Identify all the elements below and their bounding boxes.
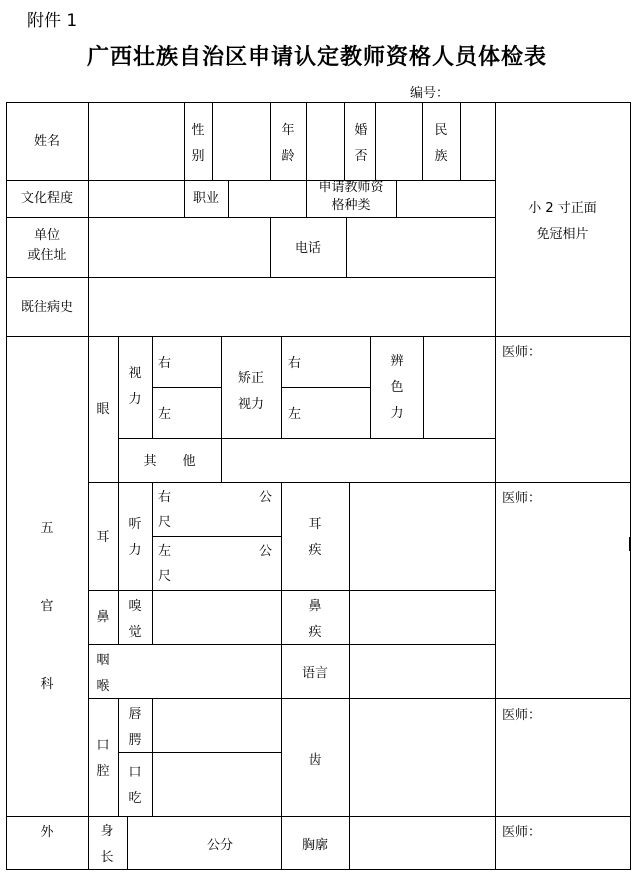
grid-line [6, 217, 495, 218]
grid-line [6, 102, 7, 870]
grid-line [306, 102, 307, 180]
qualification-type-label: 申请教师资 格种类 [318, 180, 384, 213]
grid-line [88, 590, 495, 591]
grid-line [152, 536, 281, 537]
grid-line [118, 698, 119, 816]
grid-line [6, 816, 630, 817]
grid-line [88, 644, 495, 645]
centimeter-unit-label: 公分 [206, 838, 233, 853]
vision-right-label: 右 [158, 356, 172, 371]
speech-label: 语言 [301, 666, 328, 681]
vision-label: 视 力 [128, 366, 142, 407]
grid-line [396, 180, 397, 217]
height-label: 身 长 [100, 824, 114, 865]
attachment-label: 附件 1 [27, 11, 78, 31]
medical-history-label: 既往病史 [20, 300, 73, 315]
oral-doctor-label: 医师： [502, 708, 542, 723]
ear-label: 耳 [96, 530, 110, 545]
marital-label: 婚 否 [354, 123, 368, 164]
grid-line [6, 180, 495, 181]
serial-number-label: 编号： [410, 86, 450, 101]
nose-disease-label: 鼻 疾 [308, 599, 322, 640]
age-label: 年 龄 [281, 123, 295, 164]
corrected-vision-label: 矫正 视力 [237, 371, 264, 412]
grid-line [281, 336, 282, 438]
hearing-label: 听 力 [128, 517, 142, 558]
page-title: 广西壮族自治区申请认定教师资格人员体检表 [86, 45, 547, 70]
ethnicity-label: 民 族 [434, 123, 448, 164]
grid-line [184, 102, 185, 180]
grid-line [422, 102, 423, 180]
eye-other-label: 其 他 [143, 454, 196, 469]
smell-label: 嗅 觉 [128, 599, 142, 640]
vision-left-label: 左 [158, 407, 172, 422]
surgery-doctor-label: 医师： [502, 825, 542, 840]
grid-line [270, 102, 271, 180]
five-senses-section-label: 五 官 科 [40, 521, 54, 692]
grid-line [88, 102, 89, 336]
grid-line [88, 698, 630, 699]
lip-palate-label: 唇 腭 [128, 707, 142, 748]
grid-line [281, 387, 370, 388]
gender-label: 性 别 [191, 123, 205, 164]
corrected-left-label: 左 [288, 407, 302, 422]
grid-line [152, 336, 153, 438]
unit-address-label: 单位 或住址 [27, 228, 67, 263]
grid-line [152, 482, 153, 644]
grid-line [118, 438, 495, 439]
name-label: 姓名 [33, 134, 60, 149]
grid-line [6, 102, 630, 103]
surgery-section-label: 外 [40, 825, 54, 840]
edge-marker [629, 537, 631, 551]
ear-doctor-label: 医师： [502, 491, 542, 506]
oral-cavity-label: 口 腔 [96, 738, 110, 779]
grid-line [127, 816, 128, 869]
grid-line [375, 102, 376, 180]
eye-doctor-label: 医师： [502, 345, 542, 360]
grid-line [88, 816, 89, 869]
grid-line [346, 217, 347, 277]
grid-line [152, 698, 153, 816]
grid-line [118, 482, 119, 644]
ear-disease-label: 耳 疾 [308, 517, 322, 558]
photo-placeholder: 小 2 寸正面 免冠相片 [528, 201, 597, 242]
grid-line [88, 482, 630, 483]
throat-label: 咽 喉 [96, 653, 110, 694]
occupation-label: 职业 [192, 191, 219, 206]
grid-line [630, 102, 631, 870]
grid-line [152, 387, 221, 388]
chest-label: 胸廓 [301, 838, 328, 853]
stutter-label: 口 吃 [128, 765, 142, 806]
grid-line [423, 336, 424, 438]
grid-line [212, 102, 213, 180]
teeth-label: 齿 [308, 753, 322, 768]
nose-label: 鼻 [96, 610, 110, 625]
grid-line [349, 482, 350, 816]
eye-label: 眼 [96, 402, 110, 417]
grid-line [6, 336, 630, 337]
grid-line [349, 816, 350, 869]
grid-line [344, 102, 345, 180]
grid-line [6, 277, 495, 278]
education-label: 文化程度 [20, 191, 73, 206]
grid-line [460, 102, 461, 180]
phone-label: 电话 [294, 241, 321, 256]
grid-line [370, 336, 371, 438]
color-vision-label: 辨 色 力 [390, 354, 404, 421]
grid-line [228, 180, 229, 217]
corrected-right-label: 右 [288, 356, 302, 371]
